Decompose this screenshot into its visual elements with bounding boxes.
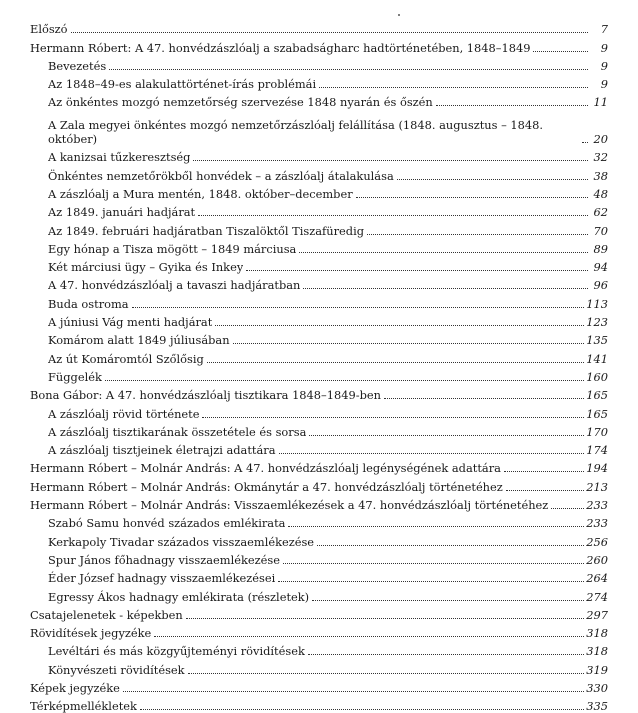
dot-leader — [299, 252, 588, 253]
toc-subentry — [30, 347, 608, 365]
toc-page-number: 165 — [586, 406, 608, 421]
toc-page-number: 20 — [593, 132, 608, 147]
toc-page-number: 297 — [586, 607, 608, 622]
dot-leader — [215, 325, 584, 326]
toc-entry-title: Hermann Róbert: A 47. honvédzászlóalj a szabadságharc hadtörténetében, 1848–1849 — [30, 40, 531, 55]
toc-subentry — [30, 549, 608, 567]
toc-entry — [30, 384, 608, 402]
toc-page-number: 213 — [586, 479, 608, 494]
toc-page-number: 318 — [586, 644, 608, 659]
toc-entry-title: A zászlóalj tisztjeinek életrajzi adattára — [48, 443, 276, 458]
dot-leader — [188, 673, 585, 674]
toc-subentry — [30, 421, 608, 439]
toc-page-number: 174 — [586, 443, 608, 458]
toc-subentry — [30, 238, 608, 256]
toc-entry-title: Könyvészeti rövidítések — [48, 662, 185, 677]
toc-page-number: 256 — [586, 534, 608, 549]
toc-page-number: 7 — [600, 22, 608, 37]
toc-entry-title: Egressy Ákos hadnagy emlékirata (részletek) — [48, 589, 310, 604]
toc-page-number: 260 — [586, 552, 608, 567]
toc-entry-title: Térképmellékletek — [30, 699, 137, 713]
dot-leader — [132, 307, 585, 308]
dot-leader — [533, 51, 588, 52]
dot-leader — [309, 435, 584, 436]
toc-subentry — [30, 567, 608, 585]
toc-page-number: 194 — [586, 461, 608, 476]
toc-entry — [30, 695, 608, 713]
toc-subentry — [30, 164, 608, 182]
dot-leader — [154, 636, 584, 637]
toc-subentry — [30, 109, 608, 146]
toc-entry-title: Az 1848–49-es alakulattörténet-írás problémái — [48, 77, 317, 92]
dot-leader — [109, 69, 588, 70]
toc-page-number: 38 — [593, 168, 608, 183]
toc-entry — [30, 457, 608, 475]
dot-leader — [71, 32, 588, 33]
toc-page-number: 94 — [593, 260, 608, 275]
toc-page-number: 160 — [586, 369, 608, 384]
toc-entry-title: A Zala megyei önkéntes mozgó nemzetőrzászlóalj felállítása (1848. augusztus – 1848. október) — [48, 118, 544, 147]
toc-page-number: 274 — [586, 589, 608, 604]
toc-entry-title: Hermann Róbert – Molnár András: Visszaemlékezések a 47. honvédzászlóalj történetéhez — [30, 498, 549, 513]
toc-page-number: 96 — [593, 278, 608, 293]
toc-entry-title: Hermann Róbert – Molnár András: Okmánytár a 47. honvédzászlóalj történetéhez — [30, 479, 503, 494]
toc-entry-title: Függelék — [48, 369, 102, 384]
toc-page-number: 89 — [593, 241, 608, 256]
toc-subentry — [30, 366, 608, 384]
dot-leader — [319, 87, 588, 88]
toc-page-number: 319 — [586, 662, 608, 677]
toc-entry — [30, 677, 608, 695]
dot-leader — [551, 508, 584, 509]
dot-leader — [582, 142, 588, 143]
toc-subentry — [30, 402, 608, 420]
toc-subentry — [30, 585, 608, 603]
dot-leader — [317, 545, 584, 546]
toc-page-number: 141 — [586, 351, 608, 366]
toc-subentry — [30, 91, 608, 109]
toc-page-number: 318 — [586, 626, 608, 641]
toc-page-number: 135 — [586, 333, 608, 348]
toc-entry-title: Rövidítések jegyzéke — [30, 626, 152, 641]
toc-entry-title: A zászlóalj a Mura mentén, 1848. október–december — [48, 186, 353, 201]
toc-page-number: 113 — [586, 296, 608, 311]
toc-entry-title: Hermann Róbert – Molnár András: A 47. honvédzászlóalj legénységének adattára — [30, 461, 501, 476]
dot-leader — [288, 526, 584, 527]
toc-subentry — [30, 201, 608, 219]
toc-entry — [30, 604, 608, 622]
dot-leader — [303, 288, 588, 289]
toc-subentry — [30, 329, 608, 347]
toc-entry-title: Spur János főhadnagy visszaemlékezése — [48, 552, 280, 567]
dot-leader — [198, 215, 588, 216]
toc-page-number: 11 — [593, 95, 608, 110]
toc-page-number: 264 — [586, 571, 608, 586]
toc-subentry — [30, 73, 608, 91]
toc-subentry — [30, 146, 608, 164]
toc-entry-title: A zászlóalj tisztikarának összetétele és sorsa — [48, 424, 307, 439]
toc-subentry — [30, 292, 608, 310]
dot-leader — [504, 471, 584, 472]
dot-leader — [356, 197, 588, 198]
toc-page-number: 9 — [600, 40, 608, 55]
dot-leader — [233, 343, 585, 344]
toc-entry-title: A 47. honvédzászlóalj a tavaszi hadjáratban — [48, 278, 301, 293]
toc-subentry — [30, 55, 608, 73]
toc-subentry — [30, 530, 608, 548]
dot-leader — [246, 270, 588, 271]
toc-entry-title: Az út Komáromtól Szőlősig — [48, 351, 204, 366]
toc-page-number: 9 — [600, 58, 608, 73]
dot-leader — [279, 453, 585, 454]
toc-page-number: 62 — [593, 205, 608, 220]
toc-entry — [30, 36, 608, 54]
dot-leader — [367, 234, 588, 235]
toc-subentry — [30, 219, 608, 237]
dot-leader — [105, 380, 584, 381]
toc-entry-title: A júniusi Vág menti hadjárat — [48, 315, 213, 330]
toc-subentry — [30, 640, 608, 658]
toc-entry-title: Képek jegyzéke — [30, 680, 120, 695]
dot-leader — [312, 600, 584, 601]
dot-leader — [436, 105, 588, 106]
toc-entry — [30, 622, 608, 640]
toc-entry-title: Az önkéntes mozgó nemzetőrség szervezése 1848 nyarán és őszén — [48, 95, 433, 110]
toc-entry-title: Éder József hadnagy visszaemlékezései — [48, 571, 276, 586]
dot-leader — [397, 179, 588, 180]
toc-page-number: 9 — [600, 77, 608, 92]
dot-leader — [123, 691, 584, 692]
toc-entry-title: Levéltári és más közgyűjteményi rövidítések — [48, 644, 305, 659]
toc-entry — [30, 475, 608, 493]
toc-entry-title: Csatajelenetek - képekben — [30, 607, 183, 622]
dot-leader — [193, 160, 588, 161]
toc-subentry — [30, 512, 608, 530]
dot-leader — [384, 398, 584, 399]
toc-page-number: 32 — [593, 150, 608, 165]
toc-page-number: 233 — [586, 498, 608, 513]
dot-leader — [283, 563, 584, 564]
toc-entry-title: A zászlóalj rövid története — [48, 406, 200, 421]
toc-page-number: 170 — [586, 424, 608, 439]
toc-page-number: 335 — [586, 699, 608, 713]
dot-leader — [308, 654, 584, 655]
dot-leader — [186, 618, 585, 619]
table-of-contents — [30, 18, 608, 713]
scan-speck — [398, 14, 400, 16]
toc-entry-title: Önkéntes nemzetőrökből honvédek – a zászlóalj átalakulása — [48, 168, 394, 183]
toc-entry — [30, 494, 608, 512]
toc-page-number: 123 — [586, 315, 608, 330]
toc-entry-title: Szabó Samu honvéd százados emlékirata — [48, 516, 286, 531]
dot-leader — [140, 709, 584, 710]
toc-subentry — [30, 658, 608, 676]
toc-entry-title: Bona Gábor: A 47. honvédzászlóalj tisztikara 1848–1849-ben — [30, 388, 381, 403]
toc-page-number: 70 — [593, 223, 608, 238]
toc-page-number: 233 — [586, 516, 608, 531]
toc-entry — [30, 18, 608, 36]
toc-entry-title: A kanizsai tűzkeresztség — [48, 150, 191, 165]
toc-subentry — [30, 183, 608, 201]
toc-entry-title: Buda ostroma — [48, 296, 129, 311]
toc-page-number: 330 — [586, 680, 608, 695]
toc-entry-title: Az 1849. februári hadjáratban Tiszalöktől Tiszafüredig — [48, 223, 365, 238]
toc-page-number: 165 — [586, 388, 608, 403]
toc-subentry — [30, 439, 608, 457]
toc-entry-title: Két márciusi ügy – Gyika és Inkey — [48, 260, 244, 275]
toc-subentry — [30, 311, 608, 329]
toc-entry-title: Komárom alatt 1849 júliusában — [48, 333, 230, 348]
toc-subentry — [30, 274, 608, 292]
dot-leader — [506, 490, 584, 491]
dot-leader — [202, 417, 584, 418]
toc-entry-title: Az 1849. januári hadjárat — [48, 205, 196, 220]
dot-leader — [207, 362, 584, 363]
toc-entry-title: Kerkapoly Tivadar százados visszaemlékezése — [48, 534, 315, 549]
toc-page-number: 48 — [593, 186, 608, 201]
toc-entry-title: Bevezetés — [48, 58, 107, 73]
dot-leader — [278, 581, 584, 582]
toc-subentry — [30, 256, 608, 274]
toc-entry-title: Előszó — [30, 22, 68, 37]
toc-entry-title: Egy hónap a Tisza mögött – 1849 márciusa — [48, 241, 297, 256]
